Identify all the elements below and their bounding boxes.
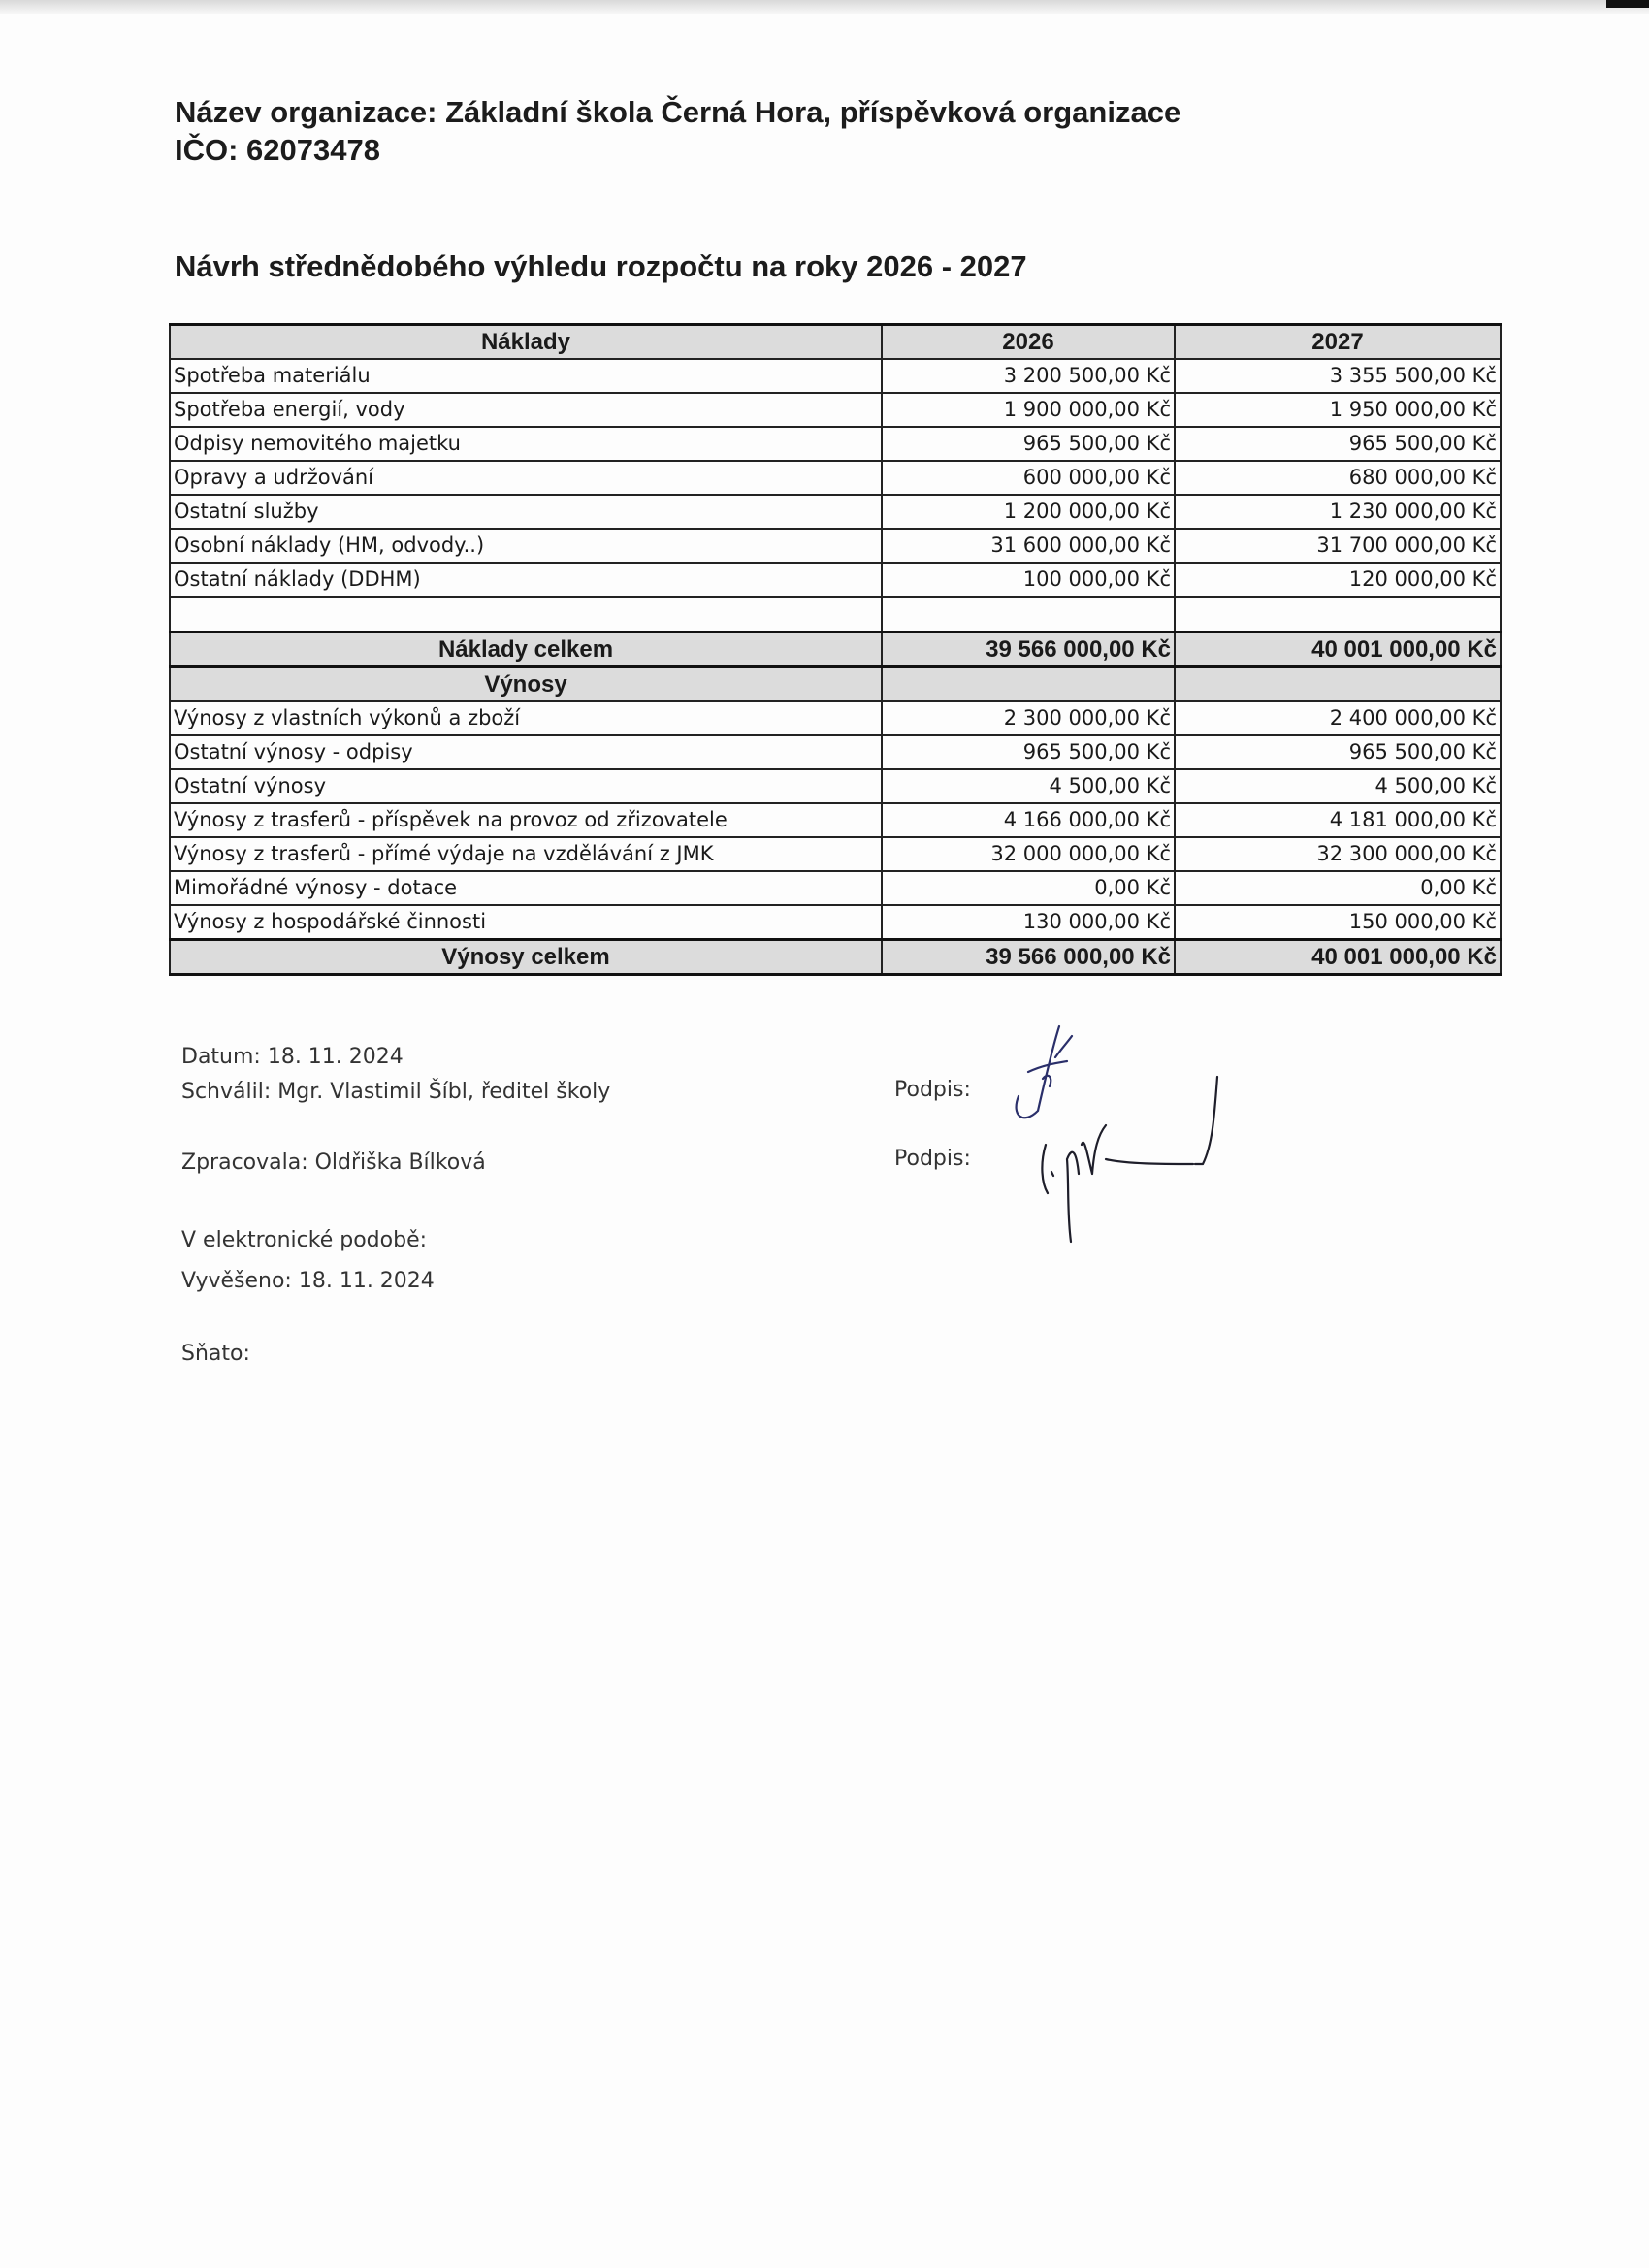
value-2026: 32 000 000,00 Kč	[882, 837, 1175, 871]
scan-corner-mark	[1606, 0, 1649, 8]
cost-row	[170, 461, 1501, 495]
value-2026: 965 500,00 Kč	[882, 735, 1175, 769]
signature-label-1: Podpis:	[894, 1078, 971, 1102]
revenues-total-row	[170, 940, 1501, 975]
footer-posted: Vyvěšeno: 18. 11. 2024	[181, 1269, 435, 1293]
table-header-row	[170, 325, 1501, 360]
header-costs: Náklady	[170, 325, 882, 360]
row-label: Osobní náklady (HM, odvody..)	[170, 529, 882, 563]
blank-cell	[1175, 667, 1501, 702]
revenue-row	[170, 701, 1501, 735]
revenue-heading: Výnosy	[170, 667, 882, 702]
value-2026: 600 000,00 Kč	[882, 461, 1175, 495]
value-2026: 965 500,00 Kč	[882, 427, 1175, 461]
revenue-row	[170, 905, 1501, 940]
value-2026: 31 600 000,00 Kč	[882, 529, 1175, 563]
header-2027: 2027	[1175, 325, 1501, 360]
value-2026: 0,00 Kč	[882, 871, 1175, 905]
revenue-row	[170, 803, 1501, 837]
footer-date: Datum: 18. 11. 2024	[181, 1045, 404, 1069]
value-2027: 3 355 500,00 Kč	[1175, 359, 1501, 393]
signature-label-2: Podpis:	[894, 1147, 971, 1171]
value-2027: 150 000,00 Kč	[1175, 905, 1501, 940]
revenue-row	[170, 769, 1501, 803]
row-label: Výnosy celkem	[170, 940, 882, 975]
row-label: Mimořádné výnosy - dotace	[170, 871, 882, 905]
organization-header	[175, 93, 1180, 169]
row-label: Náklady celkem	[170, 632, 882, 667]
value-2027: 120 000,00 Kč	[1175, 563, 1501, 597]
header-2026: 2026	[882, 325, 1175, 360]
document-title: Návrh střednědobého výhledu rozpočtu na roky 2026 - 2027	[175, 249, 1027, 283]
cost-row	[170, 427, 1501, 461]
value-2027: 31 700 000,00 Kč	[1175, 529, 1501, 563]
footer-prepared: Zpracovala: Oldřiška Bílková	[181, 1150, 486, 1175]
revenue-row	[170, 735, 1501, 769]
revenue-section-row	[170, 667, 1501, 702]
organization-ico: IČO: 62073478	[175, 133, 380, 167]
row-label: Ostatní náklady (DDHM)	[170, 563, 882, 597]
value-2027: 1 230 000,00 Kč	[1175, 495, 1501, 529]
blank-cell	[882, 667, 1175, 702]
blank-cell	[882, 597, 1175, 632]
value-2027: 0,00 Kč	[1175, 871, 1501, 905]
row-label: Ostatní služby	[170, 495, 882, 529]
cost-row	[170, 495, 1501, 529]
blank-cell	[1175, 597, 1501, 632]
budget-table	[169, 323, 1502, 976]
row-label: Spotřeba materiálu	[170, 359, 882, 393]
value-2026: 130 000,00 Kč	[882, 905, 1175, 940]
value-2026: 100 000,00 Kč	[882, 563, 1175, 597]
value-2026: 1 900 000,00 Kč	[882, 393, 1175, 427]
value-2027: 965 500,00 Kč	[1175, 735, 1501, 769]
revenue-row	[170, 837, 1501, 871]
value-2026: 4 500,00 Kč	[882, 769, 1175, 803]
value-2027: 32 300 000,00 Kč	[1175, 837, 1501, 871]
revenue-row	[170, 871, 1501, 905]
row-label: Odpisy nemovitého majetku	[170, 427, 882, 461]
cost-row	[170, 359, 1501, 393]
value-2026: 39 566 000,00 Kč	[882, 632, 1175, 667]
row-label: Ostatní výnosy	[170, 769, 882, 803]
organization-name: Název organizace: Základní škola Černá Hora, příspěvková organizace	[175, 95, 1181, 129]
value-2027: 965 500,00 Kč	[1175, 427, 1501, 461]
costs-total-row	[170, 632, 1501, 667]
row-label: Výnosy z trasferů - přímé výdaje na vzdělávání z JMK	[170, 837, 882, 871]
value-2026: 4 166 000,00 Kč	[882, 803, 1175, 837]
blank-row	[170, 597, 1501, 632]
cost-row	[170, 393, 1501, 427]
row-label: Ostatní výnosy - odpisy	[170, 735, 882, 769]
value-2027: 1 950 000,00 Kč	[1175, 393, 1501, 427]
cost-row	[170, 563, 1501, 597]
value-2027: 40 001 000,00 Kč	[1175, 940, 1501, 975]
value-2026: 39 566 000,00 Kč	[882, 940, 1175, 975]
row-label: Spotřeba energií, vody	[170, 393, 882, 427]
footer-approved: Schválil: Mgr. Vlastimil Šíbl, ředitel školy	[181, 1080, 611, 1104]
blank-cell	[170, 597, 882, 632]
value-2026: 2 300 000,00 Kč	[882, 701, 1175, 735]
row-label: Výnosy z vlastních výkonů a zboží	[170, 701, 882, 735]
value-2027: 2 400 000,00 Kč	[1175, 701, 1501, 735]
value-2027: 4 181 000,00 Kč	[1175, 803, 1501, 837]
scan-edge	[0, 0, 1649, 14]
row-label: Výnosy z hospodářské činnosti	[170, 905, 882, 940]
value-2026: 3 200 500,00 Kč	[882, 359, 1175, 393]
row-label: Opravy a udržování	[170, 461, 882, 495]
row-label: Výnosy z trasferů - příspěvek na provoz od zřizovatele	[170, 803, 882, 837]
cost-row	[170, 529, 1501, 563]
value-2027: 40 001 000,00 Kč	[1175, 632, 1501, 667]
preparer-signature	[1028, 1067, 1242, 1261]
value-2027: 680 000,00 Kč	[1175, 461, 1501, 495]
value-2027: 4 500,00 Kč	[1175, 769, 1501, 803]
value-2026: 1 200 000,00 Kč	[882, 495, 1175, 529]
footer-removed: Sňato:	[181, 1342, 250, 1366]
footer-electronic: V elektronické podobě:	[181, 1228, 428, 1252]
